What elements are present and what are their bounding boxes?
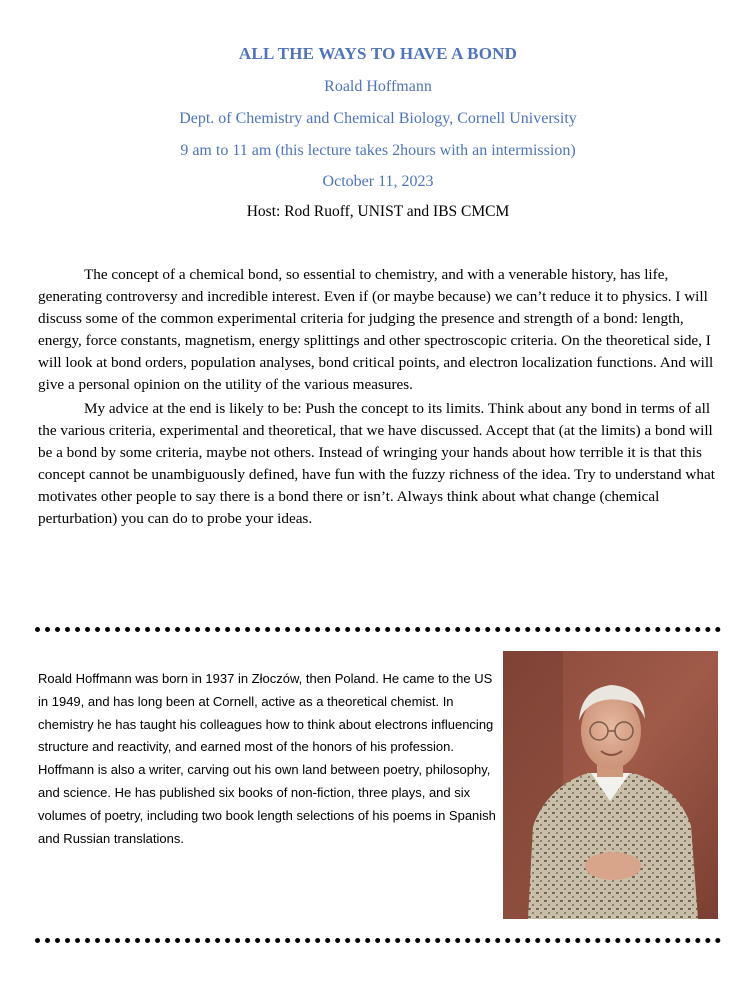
bio-paragraph-2: Hoffmann is also a writer, carving out his own land between poetry, philosophy, and science. He has published six books of non-fiction, three plays, and six volumes of poetry, including two book length selections of his poems in Spanish and Russian translations. bbox=[38, 762, 496, 846]
speaker-affiliation: Dept. of Chemistry and Chemical Biology, Cornell University bbox=[179, 110, 577, 127]
lecture-time: 9 am to 11 am (this lecture takes 2hours with an intermission) bbox=[180, 142, 576, 159]
speaker-name: Roald Hoffmann bbox=[324, 78, 432, 95]
dotted-divider-bottom bbox=[35, 938, 721, 943]
bio-paragraph-1: Roald Hoffmann was born in 1937 in Złoczów, then Poland. He came to the US in 1949, and has long been at Cornell, active as a theoretical chemist. In chemistry he has taught his colleagues how to think about electrons influencing structure and reactivity, and earned most of the honors of his profession. bbox=[38, 671, 494, 755]
dotted-divider-top bbox=[35, 627, 721, 632]
abstract-paragraph-1: The concept of a chemical bond, so essential to chemistry, and with a venerable history, has life, generating controversy and incredible interest. Even if (or maybe because) we can’t reduce it to physics. I will discuss some of the common experimental criteria for judging the presence and strength of a bond: length, energy, force constants, magnetism, energy splittings and other spectroscopic criteria. On the theoretical side, I will look at bond orders, population analyses, bond critical points, and electron localization functions. And will give a personal opinion on the utility of the various measures. bbox=[38, 266, 714, 393]
lecture-date: October 11, 2023 bbox=[322, 173, 434, 190]
abstract-paragraph-2: My advice at the end is likely to be: Push the concept to its limits. Think about any bond in terms of all the various criteria, experimental and theoretical, that we have discussed. Accept that (at the limits) a bond will be a bond by some criteria, maybe not others. Instead of wringing your hands about how terrible it is that this concept cannot be unambiguously defined, have fun with the fuzzy richness of the idea. Try to understand what motivates other people to say there is a bond there or isn’t. Always think about what change (chemical perturbation) you can do to probe your ideas. bbox=[38, 400, 715, 527]
lecture-title: ALL THE WAYS TO HAVE A BOND bbox=[238, 44, 518, 63]
abstract bbox=[38, 264, 721, 532]
speaker-photo bbox=[503, 651, 718, 919]
host-line: Host: Rod Ruoff, UNIST and IBS CMCM bbox=[246, 203, 510, 220]
speaker-bio bbox=[38, 668, 503, 850]
